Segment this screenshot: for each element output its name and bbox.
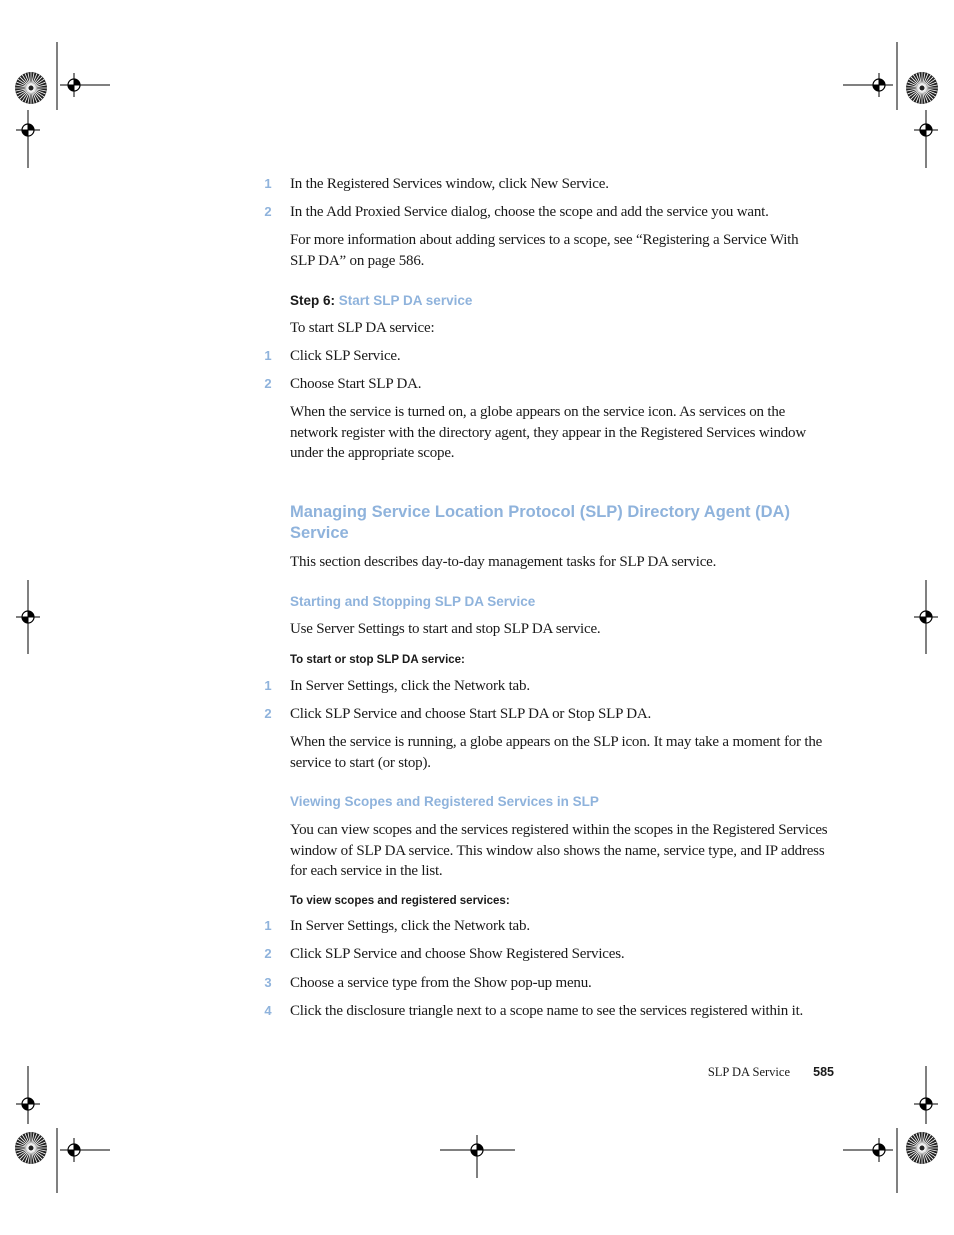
step6-title: Start SLP DA service xyxy=(338,293,473,308)
step-number: 1 xyxy=(264,918,272,933)
starburst-registration-icon xyxy=(906,1132,938,1164)
step6-note: When the service is turned on, a globe appears on the service icon. As services on the network register with the directory agent, they appear in the Registered Services window under the appropriate scope. xyxy=(290,404,806,461)
starburst-registration-icon xyxy=(906,72,938,104)
step6-heading xyxy=(290,292,472,310)
step-text: Click the disclosure triangle next to a scope name to see the services registered within it. xyxy=(290,1003,804,1019)
step-number: 1 xyxy=(264,348,272,363)
step-number: 2 xyxy=(264,204,272,219)
subsection-heading: Starting and Stopping SLP DA Service xyxy=(290,594,536,609)
task-heading: To view scopes and registered services: xyxy=(290,895,510,907)
page-number: 585 xyxy=(813,1065,834,1079)
step6-intro: To start SLP DA service: xyxy=(290,320,435,336)
step-number: 2 xyxy=(264,706,272,721)
step-text: In Server Settings, click the Network tab. xyxy=(290,918,530,934)
task-heading: To start or stop SLP DA service: xyxy=(290,654,465,666)
starburst-registration-icon xyxy=(15,1132,47,1164)
step-number: 3 xyxy=(264,975,272,990)
starburst-registration-icon xyxy=(15,72,47,104)
step-text: Choose Start SLP DA. xyxy=(290,376,422,392)
step6-label: Step 6: xyxy=(290,293,336,308)
step-text: In the Registered Services window, click New Service. xyxy=(290,176,609,192)
section-intro: This section describes day-to-day management tasks for SLP DA service. xyxy=(290,554,717,570)
step-text: Click SLP Service. xyxy=(290,348,401,364)
starting-note: When the service is running, a globe appears on the SLP icon. It may take a moment for the service to start (or stop). xyxy=(290,734,823,771)
step-number: 1 xyxy=(264,176,272,191)
subsection-intro: Use Server Settings to start and stop SLP DA service. xyxy=(290,621,601,637)
section1-note: For more information about adding services to a scope, see “Registering a Service With SLP DA” on page 586. xyxy=(290,232,799,269)
step-text: In the Add Proxied Service dialog, choose the scope and add the service you want. xyxy=(290,204,769,220)
footer-section-name: SLP DA Service xyxy=(707,1065,790,1079)
step-text: Choose a service type from the Show pop-up menu. xyxy=(290,975,592,991)
step-number: 4 xyxy=(264,1003,272,1018)
step-text: In Server Settings, click the Network tab. xyxy=(290,678,530,694)
subsection-intro: You can view scopes and the services registered within the scopes in the Registered Services window of SLP DA service. This window also shows the name, service type, and IP address for each service in the list. xyxy=(290,822,828,879)
step-number: 1 xyxy=(264,678,272,693)
section-heading: Managing Service Location Protocol (SLP) Directory Agent (DA) Service xyxy=(290,503,790,542)
step-number: 2 xyxy=(264,946,272,961)
step-number: 2 xyxy=(264,376,272,391)
step-text: Click SLP Service and choose Show Registered Services. xyxy=(290,946,625,962)
step-text: Click SLP Service and choose Start SLP DA or Stop SLP DA. xyxy=(290,706,652,722)
subsection-heading: Viewing Scopes and Registered Services in SLP xyxy=(290,794,599,809)
